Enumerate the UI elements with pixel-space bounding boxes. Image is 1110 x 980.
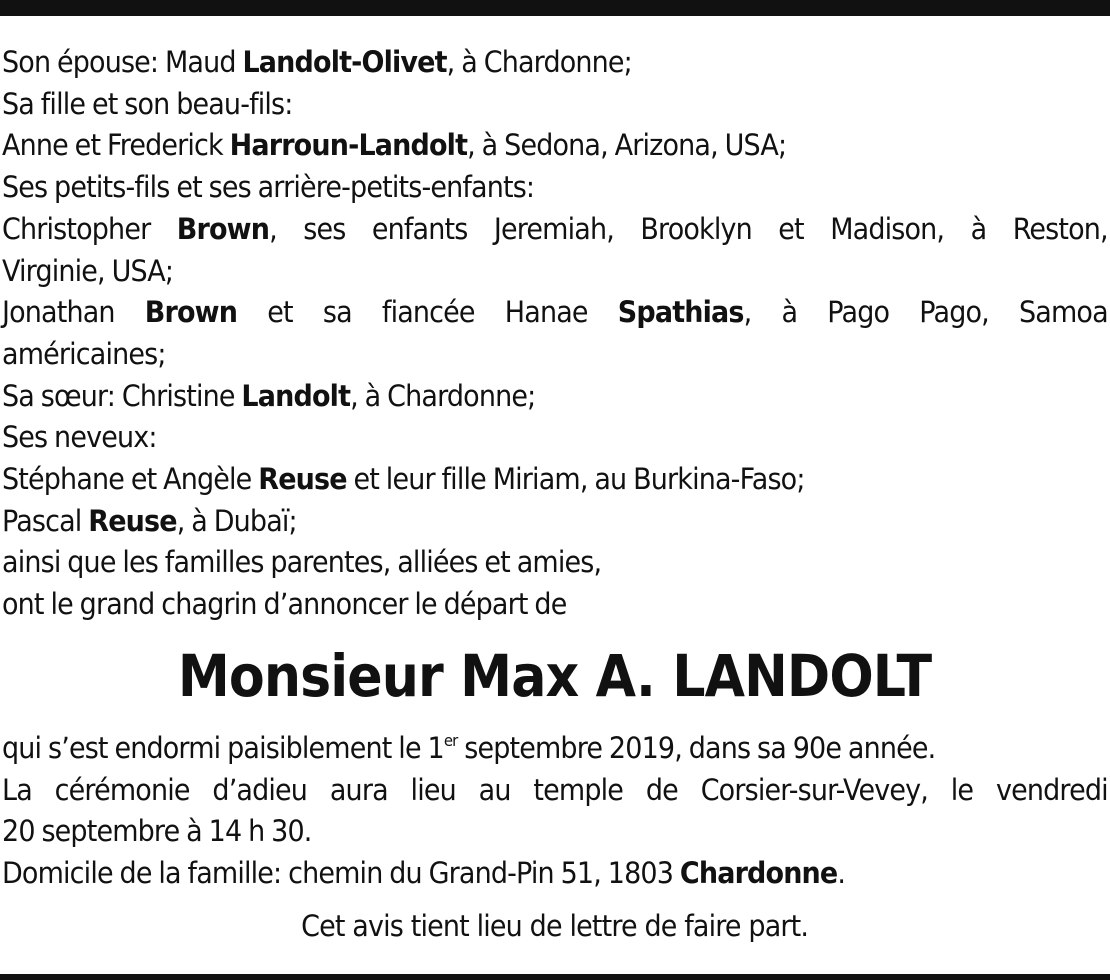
grandson2-prefix: Jonathan — [2, 295, 145, 330]
domicile-suffix: . — [837, 856, 846, 891]
grandson2-name: Brown — [144, 295, 238, 330]
domicile-line — [2, 853, 1031, 895]
grandson2-suffix: , à Pago Pago, Samoa — [743, 295, 1108, 330]
nephew1-name: Reuse — [258, 462, 347, 497]
grandson2-middle: et sa fiancée Hanae — [237, 295, 618, 330]
grandson1-name: Brown — [176, 211, 270, 246]
closing-note — [0, 906, 1110, 947]
grandchildren-heading: Ses petits-fils et ses arrière-petits-enfants: — [2, 170, 535, 205]
grandson1-suffix: , ses enfants Jeremiah, Brooklyn et Madison, à Reston, — [269, 211, 1108, 246]
grandson2-continuation: américaines; — [2, 336, 166, 371]
sister-line — [2, 376, 1031, 418]
grandson1-continuation: Virginie, USA; — [2, 253, 174, 288]
top-rule — [0, 0, 1110, 16]
death-line — [2, 728, 1031, 770]
domicile-prefix: Domicile de la famille: chemin du Grand-Pin 51, 1803 — [2, 856, 680, 891]
nephews-heading: Ses neveux: — [2, 420, 157, 455]
grandson2-line — [2, 292, 1108, 334]
nephew1-line — [2, 459, 1031, 501]
domicile-place: Chardonne — [679, 856, 838, 891]
spouse-line — [2, 42, 1031, 84]
ceremony-line: La cérémonie d’adieu aura lieu au temple de Corsier-sur-Vevey, le vendredi — [2, 772, 1108, 807]
daughter-name: Harroun-Landolt — [229, 128, 468, 163]
ceremony-date-line: 20 septembre à 14 h 30. — [2, 814, 312, 849]
ordinal-suffix: er — [443, 731, 458, 750]
sister-prefix: Sa sœur: Christine — [2, 378, 242, 413]
spouse-prefix: Son épouse: Maud — [2, 45, 243, 79]
grandson1-prefix: Christopher — [2, 211, 177, 246]
nephew2-line — [2, 501, 1031, 543]
spouse-name: Landolt-Olivet — [242, 45, 447, 79]
bottom-rule — [0, 974, 1110, 980]
family-list — [2, 42, 1108, 626]
sister-name: Landolt — [241, 378, 351, 413]
daughter-suffix: , à Sedona, Arizona, USA; — [467, 128, 787, 163]
nephew1-prefix: Stéphane et Angèle — [2, 462, 259, 497]
death-prefix: qui s’est endormi paisiblement le 1 — [2, 731, 444, 765]
deceased-name: Monsieur Max A. LANDOLT — [178, 642, 932, 710]
details-block — [2, 728, 1108, 895]
nephew2-suffix: , à Dubaï; — [176, 503, 297, 538]
deceased-name-heading — [0, 640, 1110, 712]
daughter-prefix: Anne et Frederick — [2, 128, 230, 163]
sister-suffix: , à Chardonne; — [350, 378, 536, 413]
spouse-suffix: , à Chardonne; — [446, 45, 632, 79]
nephew2-name: Reuse — [88, 503, 177, 538]
announcement-line: ont le grand chagrin d’annoncer le départ de — [2, 587, 567, 622]
nephew1-suffix: et leur fille Miriam, au Burkina-Faso; — [346, 462, 805, 497]
daughter-line — [2, 125, 1031, 167]
nephew2-prefix: Pascal — [2, 503, 89, 538]
fiancee-name: Spathias — [617, 295, 744, 330]
daughter-heading: Sa fille et son beau-fils: — [2, 86, 293, 121]
families-line: ainsi que les familles parentes, alliées et amies, — [2, 545, 602, 580]
closing-text: Cet avis tient lieu de lettre de faire part. — [301, 909, 809, 943]
death-suffix: septembre 2019, dans sa 90e année. — [457, 731, 936, 765]
grandson1-line — [2, 209, 1108, 251]
